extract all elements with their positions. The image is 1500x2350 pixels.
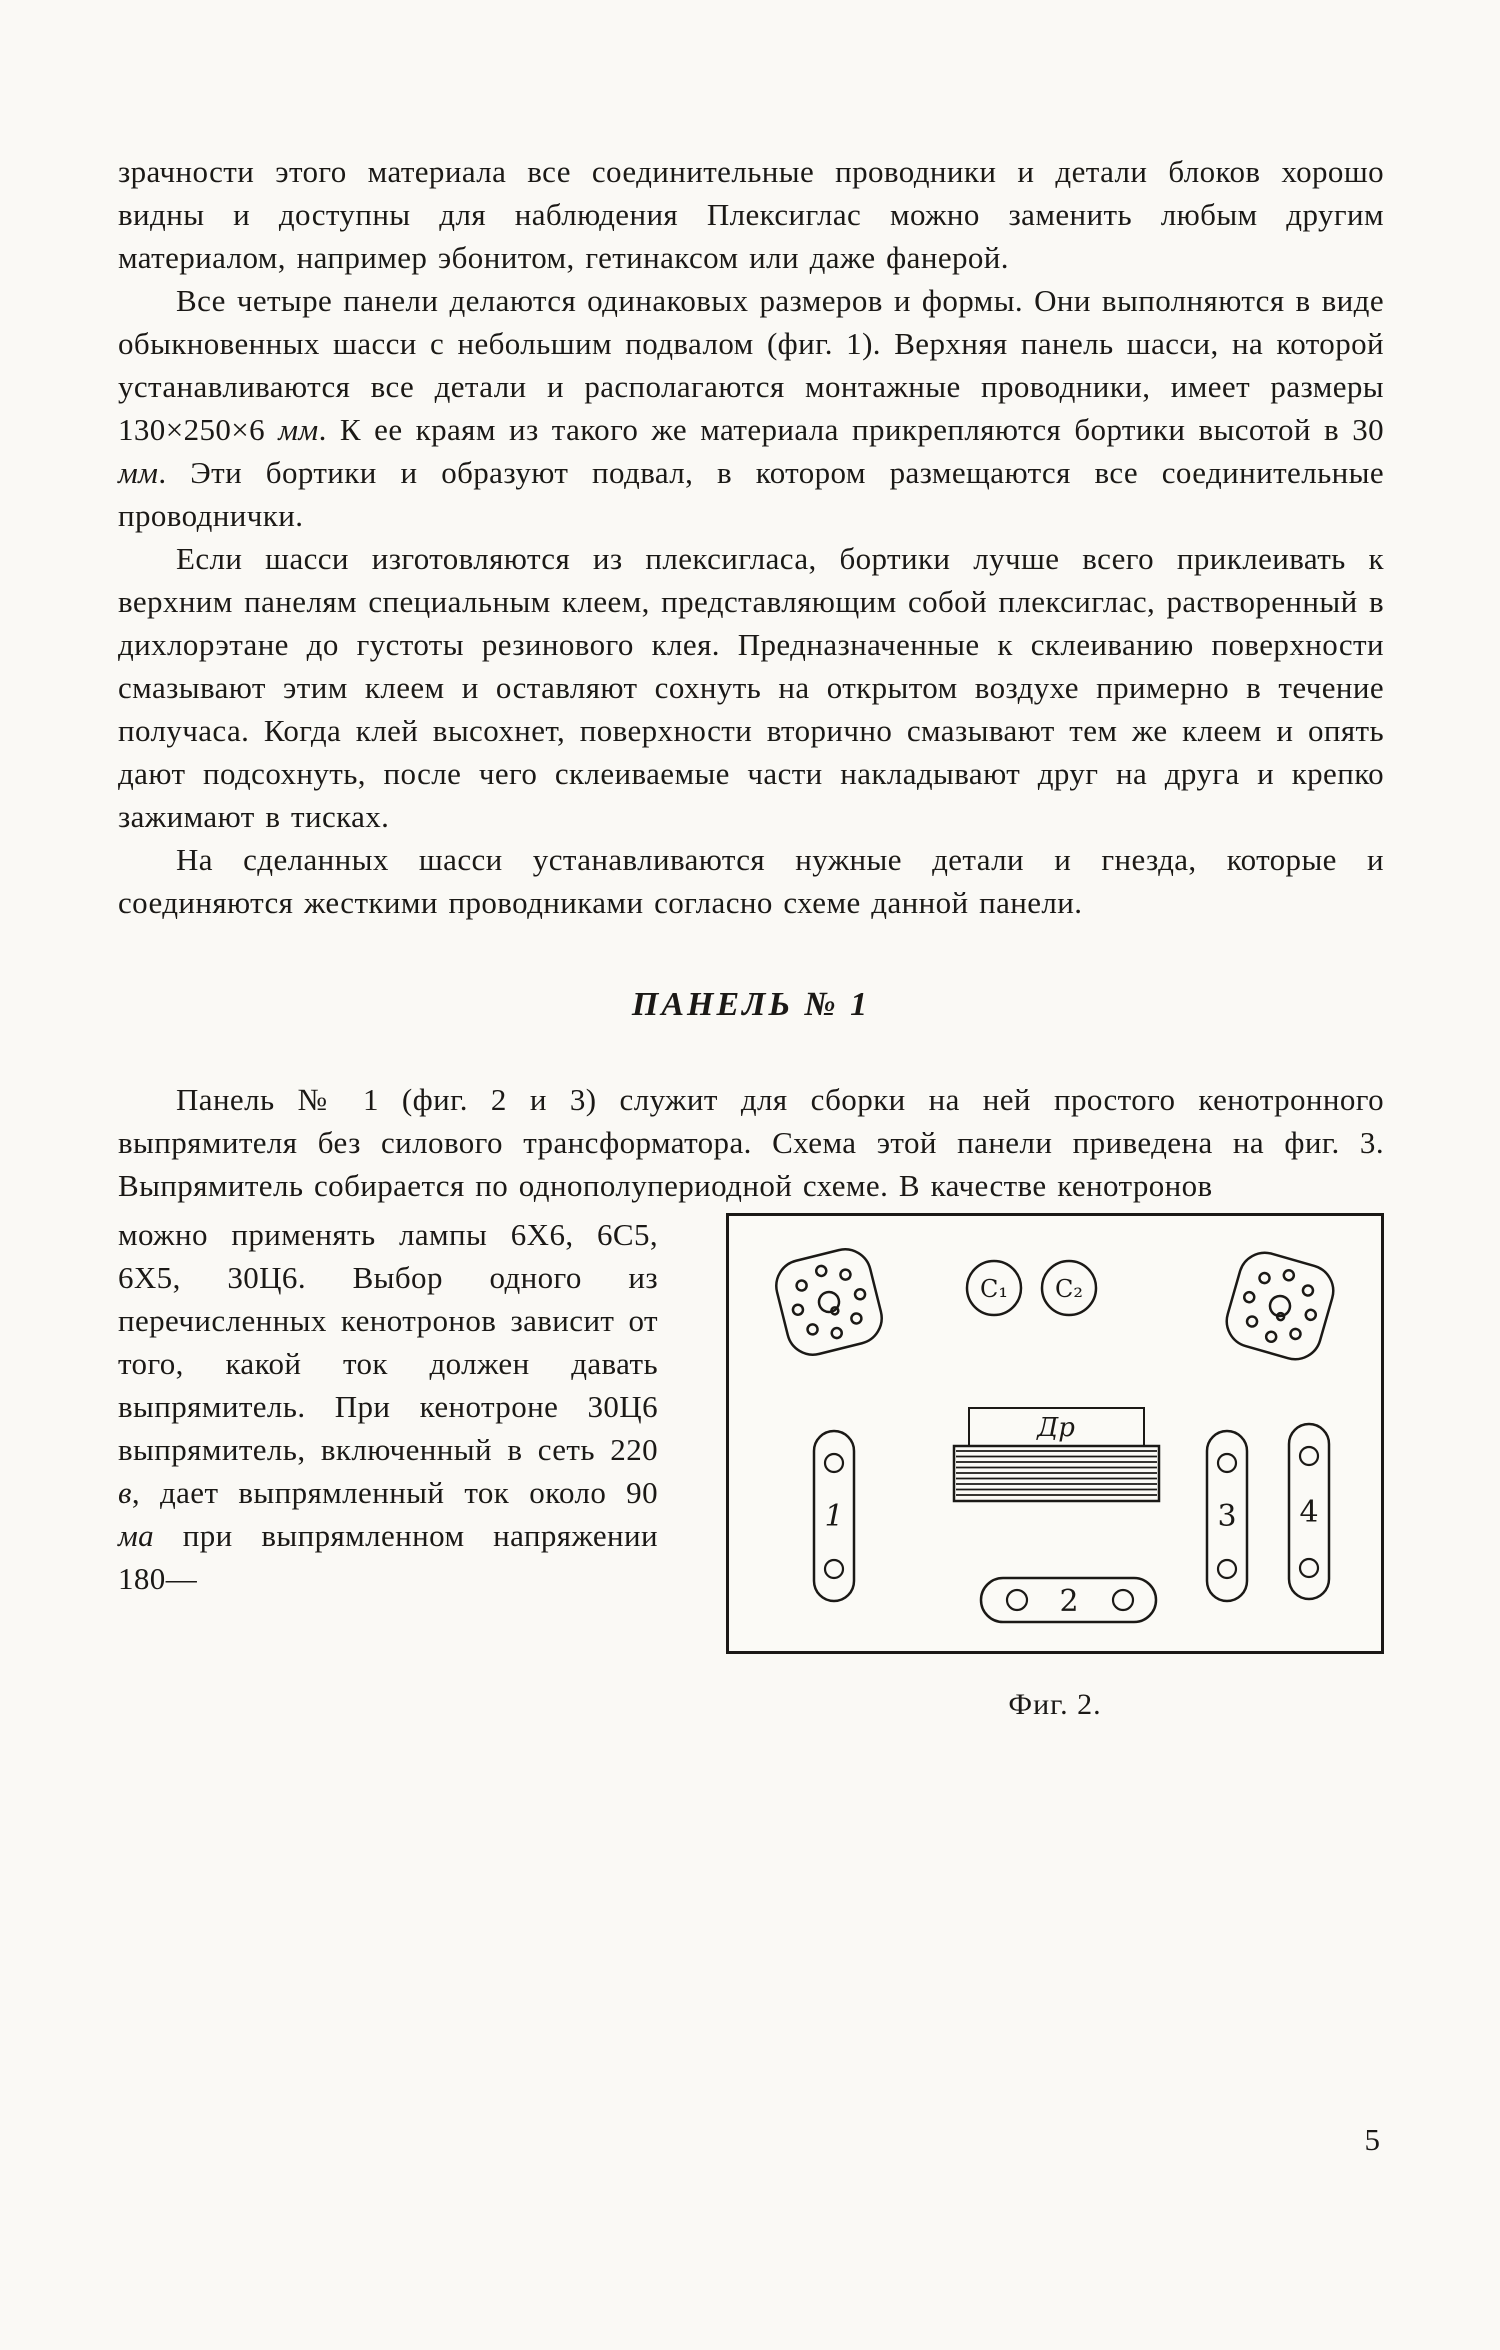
tube-socket-right-icon xyxy=(1221,1247,1340,1366)
choke-dr xyxy=(954,1408,1159,1501)
socket-strip-4 xyxy=(1289,1424,1329,1599)
paragraph-1: зрачности этого материала все соединительные проводники и детали блоков хорошо видны и доступны для наблюдения Плексиглас можно заменить любым другим материалом, например эбонитом, гетинаксом или даже фанерой. xyxy=(118,154,1384,275)
socket-strip-1-label: 1 xyxy=(824,1499,844,1534)
socket-strip-1 xyxy=(814,1431,854,1601)
paragraph-5: Панель № 1 (фиг. 2 и 3) служит для сборки на ней простого кенотронного выпрямителя без силового трансформатора. Схема этой панели приведена на фиг. 3. Выпрямитель собирается по однополупериодной схеме. В качестве кенотронов xyxy=(118,1082,1384,1203)
socket-strip-2 xyxy=(981,1578,1156,1622)
socket-strip-4-label: 4 xyxy=(1299,1495,1319,1530)
capacitor-c2 xyxy=(1042,1261,1096,1315)
choke-dr-label: Др xyxy=(1037,1413,1075,1443)
figure-row xyxy=(118,1213,1384,1722)
figure-2 xyxy=(726,1213,1384,1722)
capacitor-c1 xyxy=(967,1261,1021,1315)
tube-socket-left-icon xyxy=(771,1244,887,1360)
paragraph-4: На сделанных шасси устанавливаются нужные детали и гнезда, которые и соединяются жесткими проводниками согласно схеме данной панели. xyxy=(118,842,1384,920)
capacitor-c2-label: C₂ xyxy=(1055,1275,1083,1303)
socket-strip-3 xyxy=(1207,1431,1247,1601)
socket-strip-2-label: 2 xyxy=(1059,1584,1079,1619)
page-number: 5 xyxy=(1364,2122,1380,2157)
paragraph-5-continued: можно применять лампы 6Х6, 6С5, 6Х5, 30Ц6. Выбор одного из перечисленных кенотронов зависит от того, какой ток должен давать выпрямитель. При кенотроне 30Ц6 выпрямитель, включенный в сеть 220 в, дает выпрямленный ток около 90 ма при выпрямленном напряжении 180— xyxy=(118,1217,658,1596)
socket-strip-3-label: 3 xyxy=(1217,1499,1237,1534)
choke-winding-hatch xyxy=(956,1451,1157,1495)
paragraph-3: Если шасси изготовляются из плексигласа, бортики лучше всего приклеивать к верхним панелям специальным клеем, представляющим собой плексиглас, растворенный в дихлорэтане до густоты резинового клея. Предназначенные к склеиванию поверхности смазывают этим клеем и оставляют сохнуть на открытом воздухе примерно в течение получаса. Когда клей высохнет, поверхности вторично смазывают тем же клеем и опять дают подсохнуть, после чего склеиваемые части накладывают друг на друга и крепко зажимают в тисках. xyxy=(118,541,1384,834)
section-heading: ПАНЕЛЬ № 1 xyxy=(631,986,871,1023)
capacitor-c1-label: C₁ xyxy=(980,1275,1008,1303)
paragraph-2: Все четыре панели делаются одинаковых размеров и формы. Они выполняются в виде обыкновенных шасси с небольшим подвалом (фиг. 1). Верхняя панель шасси, на которой устанавливаются все детали и располагаются монтажные проводники, имеет размеры 130×250×6 мм. К ее краям из такого же материала прикрепляются бортики высотой в 30 мм. Эти бортики и образуют подвал, в котором размещаются все соединительные проводнички. xyxy=(118,283,1384,533)
figure-2-caption: Фиг. 2. xyxy=(1008,1688,1102,1721)
panel-layout-diagram xyxy=(729,1216,1380,1650)
figure-2-drawing xyxy=(726,1213,1384,1654)
